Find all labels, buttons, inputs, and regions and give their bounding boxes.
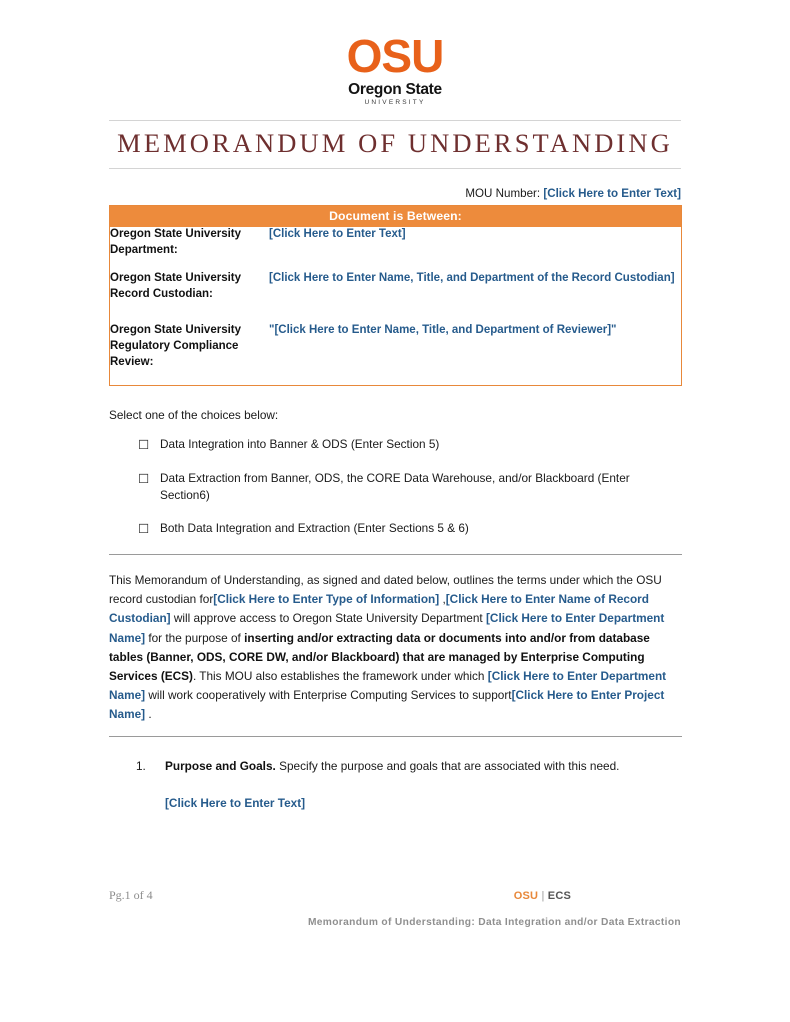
section-description: Specify the purpose and goals that are associated with this need. <box>275 758 620 773</box>
para-text-2: , <box>439 592 446 607</box>
footer-subtitle: Memorandum of Understanding: Data Integration and/or Data Extraction <box>307 917 681 928</box>
para-text-4: for the purpose of <box>145 630 245 645</box>
footer-top-row <box>109 888 681 903</box>
page-footer <box>109 888 681 928</box>
section-heading: Purpose and Goals. <box>165 758 276 773</box>
choice-label: Both Data Integration and Extraction (Enter Sections 5 & 6) <box>160 521 469 536</box>
choice-item-both[interactable] <box>109 520 681 538</box>
checkbox-icon[interactable]: ☐ <box>138 522 150 537</box>
para-text-7: . <box>145 706 152 721</box>
para-text-3: will approve access to Oregon State University Department <box>170 611 486 626</box>
footer-brand-ecs: ECS <box>547 890 571 902</box>
table-header-row <box>110 206 682 228</box>
page-title: MEMORANDUM OF UNDERSTANDING <box>117 128 673 158</box>
field-type-of-information[interactable]: [Click Here to Enter Type of Information] <box>213 592 440 607</box>
logo-university-text: UNIVERSITY <box>364 98 426 106</box>
row-value-compliance-review[interactable]: "[Click Here to Enter Name, Title, and Department of Reviewer]" <box>269 324 617 336</box>
section-entry-field[interactable]: [Click Here to Enter Text] <box>165 795 306 810</box>
checkbox-icon[interactable]: ☐ <box>138 437 150 452</box>
choices-intro: Select one of the choices below: <box>109 407 279 422</box>
row-label-department: Oregon State University Department: <box>110 228 242 256</box>
row-value-record-custodian[interactable]: [Click Here to Enter Name, Title, and Department of the Record Custodian] <box>269 272 675 284</box>
field-record-custodian-name[interactable]: [Click Here to Enter Name of Record Custodian] <box>109 592 649 626</box>
choice-label: Data Extraction from Banner, ODS, the CORE Data Warehouse, and/or Blackboard (Enter Section6) <box>160 470 630 502</box>
field-department-name-1[interactable]: [Click Here to Enter Department Name] <box>109 611 665 645</box>
para-text-5: . This MOU also establishes the framework under which <box>192 668 488 683</box>
mou-number-label: MOU Number: <box>465 187 541 200</box>
field-department-name-2[interactable]: [Click Here to Enter Department Name] <box>109 668 667 702</box>
footer-brand-separator: | <box>541 890 545 902</box>
para-text-1: This Memorandum of Understanding, as signed and dated below, outlines the terms under which the OSU record custodian for <box>109 573 662 607</box>
logo-oregon-state-text: Oregon State <box>348 81 442 98</box>
document-parties-table <box>109 205 682 386</box>
page-number: Pg.1 of 4 <box>109 888 153 902</box>
para-text-6: will work cooperatively with Enterprise Computing Services to support <box>145 687 512 702</box>
section-body <box>165 759 681 810</box>
table-header-cell: Document is Between: <box>110 206 682 228</box>
mou-number-field[interactable]: [Click Here to Enter Text] <box>543 187 681 200</box>
footer-brand-osu: OSU <box>513 890 539 902</box>
choice-item-extraction[interactable] <box>109 470 681 504</box>
row-label-compliance-review: Oregon State University Regulatory Compliance Review: <box>110 324 242 368</box>
para-bold-emphasis: inserting and/or extracting data or documents into and/or from database tables (Banner, ODS, CORE DW, and/or Blackboard) that are managed by Enterprise Computing Services (ECS) <box>109 630 650 683</box>
mou-number-line <box>109 187 681 200</box>
field-project-name[interactable]: [Click Here to Enter Project Name] <box>109 687 665 721</box>
logo-osu-text: OSU <box>346 30 444 82</box>
divider-rule-top <box>109 554 682 555</box>
divider-rule-bottom <box>109 736 682 737</box>
choice-list <box>109 436 681 539</box>
table-row <box>110 271 682 323</box>
section-number: 1. <box>136 758 146 773</box>
row-value-department[interactable]: [Click Here to Enter Text] <box>269 228 406 240</box>
agreement-paragraph <box>109 571 682 724</box>
row-label-record-custodian: Oregon State University Record Custodian: <box>110 272 242 300</box>
osu-logo <box>109 0 681 106</box>
table-row <box>110 227 682 271</box>
section-1 <box>109 759 681 810</box>
checkbox-icon[interactable]: ☐ <box>138 471 150 486</box>
choice-item-integration[interactable] <box>109 436 681 454</box>
choice-label: Data Integration into Banner & ODS (Enter Section 5) <box>160 436 440 451</box>
table-row <box>110 323 682 385</box>
document-title-banner <box>109 120 681 169</box>
footer-brand <box>514 890 681 902</box>
